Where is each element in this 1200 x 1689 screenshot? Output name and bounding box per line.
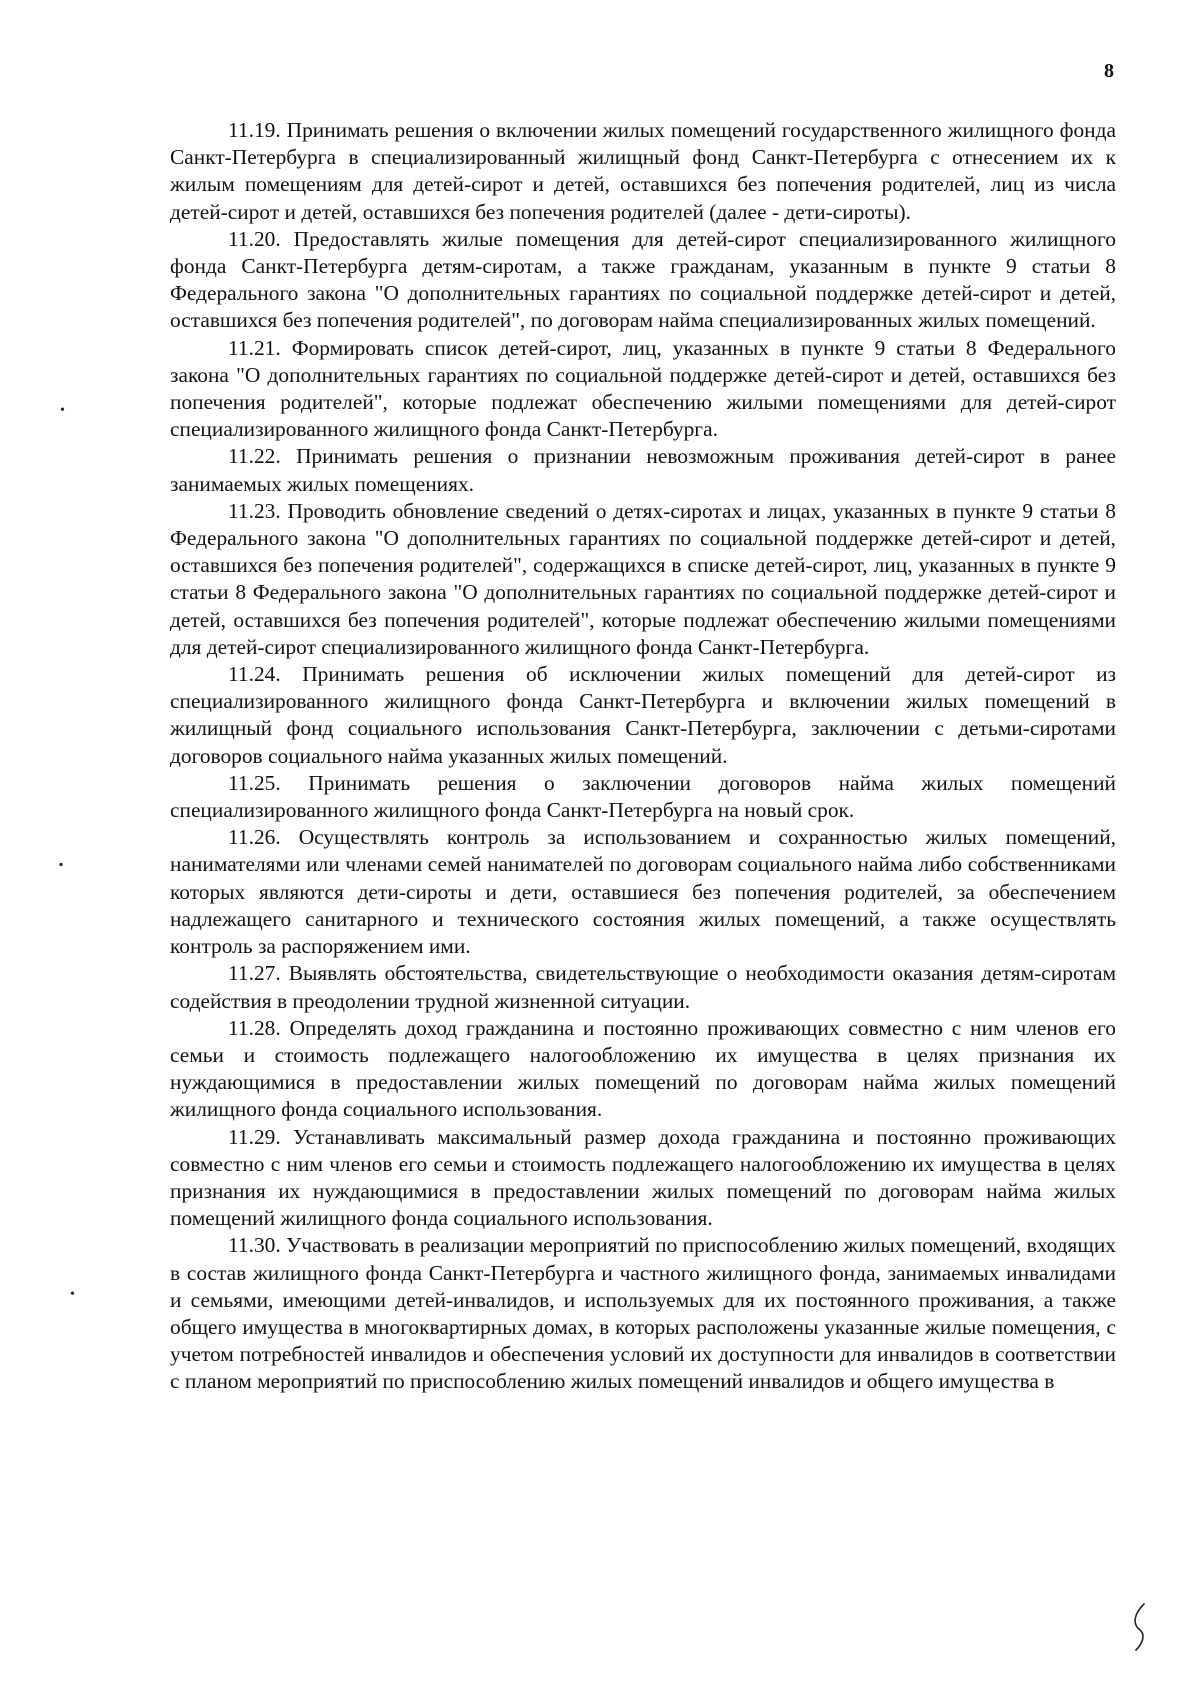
paragraph-11-20: 11.20. Предоставлять жилые помещения для детей-сирот специализированного жилищного фонда Санкт-Петербурга детям-сиротам, а также гражданам, указанным в пункте 9 статьи 8 Федерального закона "О дополнительных гарантиях по социальной поддержке детей-сирот и детей, оставшихся без попечения родителей", по договорам найма специализированных жилых помещений. (170, 226, 1116, 333)
margin-dot-mark: • (70, 1287, 75, 1302)
paragraph-11-24: 11.24. Принимать решения об исключении жилых помещений для детей-сирот из специализированного жилищного фонда Санкт-Петербурга и включении жилых помещений в жилищный фонд социального использования Санкт-Петербурга, заключении с детьми-сиротами договоров социального найма указанных жилых помещений. (170, 662, 1116, 768)
document-body (170, 117, 1116, 1396)
page-number: 8 (1104, 60, 1114, 82)
paragraph-11-25: 11.25. Принимать решения о заключении договоров найма жилых помещений специализированного жилищного фонда Санкт-Петербурга на новый срок. (170, 770, 1116, 823)
paragraph-11-28: 11.28. Определять доход гражданина и постоянно проживающих совместно с ним членов его семьи и стоимость подлежащего налогообложению их имущества в целях признания их нуждающимися в предоставлении жилых помещений по договорам найма жилых помещений жилищного фонда социального использования. (170, 1015, 1116, 1122)
paragraph-11-19: 11.19. Принимать решения о включении жилых помещений государственного жилищного фонда Санкт-Петербурга в специализированный жилищный фонд Санкт-Петербурга с отнесением их к жилым помещениям для детей-сирот и детей, оставшихся без попечения родителей, лиц из числа детей-сирот и детей, оставшихся без попечения родителей (далее - дети-сироты). (170, 118, 1116, 224)
paragraph-11-27: 11.27. Выявлять обстоятельства, свидетельствующие о необходимости оказания детям-сиротам содействия в преодолении трудной жизненной ситуации. (170, 961, 1116, 1013)
handwritten-initial-mark (1128, 1602, 1152, 1652)
paragraph-11-26: 11.26. Осуществлять контроль за использованием и сохранностью жилых помещений, нанимателями или членами семей нанимателей по договорам социального найма либо собственниками которых являются дети-сироты и дети, оставшиеся без попечения родителей, за обеспечением надлежащего санитарного и технического состояния жилых помещений, а также осуществлять контроль за распоряжением ими. (170, 825, 1116, 959)
paragraph-11-30: 11.30. Участвовать в реализации мероприятий по приспособлению жилых помещений, входящих в состав жилищного фонда Санкт-Петербурга и частного жилищного фонда, занимаемых инвалидами и семьями, имеющими детей-инвалидов, и используемых для их постоянного проживания, а также общего имущества в многоквартирных домах, в которых расположены указанные жилые помещения, с учетом потребностей инвалидов и обеспечения условий их доступности для инвалидов в соответствии с планом мероприятий по приспособлению жилых помещений инвалидов и общего имущества в (170, 1233, 1116, 1394)
margin-dot-mark: • (60, 403, 65, 418)
paragraph-11-21: 11.21. Формировать список детей-сирот, лиц, указанных в пункте 9 статьи 8 Федерального закона "О дополнительных гарантиях по социальной поддержке детей-сирот и детей, оставшихся без попечения родителей", которые подлежат обеспечению жилыми помещениями для детей-сирот специализированного жилищного фонда Санкт-Петербурга. (170, 335, 1116, 442)
paragraph-11-23: 11.23. Проводить обновление сведений о детях-сиротах и лицах, указанных в пункте 9 статьи 8 Федерального закона "О дополнительных гарантиях по социальной поддержке детей-сирот и детей, оставшихся без попечения родителей", содержащихся в списке детей-сирот, лиц, указанных в пункте 9 статьи 8 Федерального закона "О дополнительных гарантиях по социальной поддержке детей-сирот и детей, оставшихся без попечения родителей", которые подлежат обеспечению жилыми помещениями для детей-сирот специализированного жилищного фонда Санкт-Петербурга. (170, 498, 1116, 659)
margin-dot-mark: • (55, 857, 66, 874)
paragraph-11-22: 11.22. Принимать решения о признании невозможным проживания детей-сирот в ранее занимаемых жилых помещениях. (170, 444, 1116, 496)
paragraph-11-29: 11.29. Устанавливать максимальный размер дохода гражданина и постоянно проживающих совместно с ним членов его семьи и стоимость подлежащего налогообложению их имущества в целях признания их нуждающимися в предоставлении жилых помещений по договорам найма жилых помещений жилищного фонда социального использования. (170, 1124, 1116, 1231)
